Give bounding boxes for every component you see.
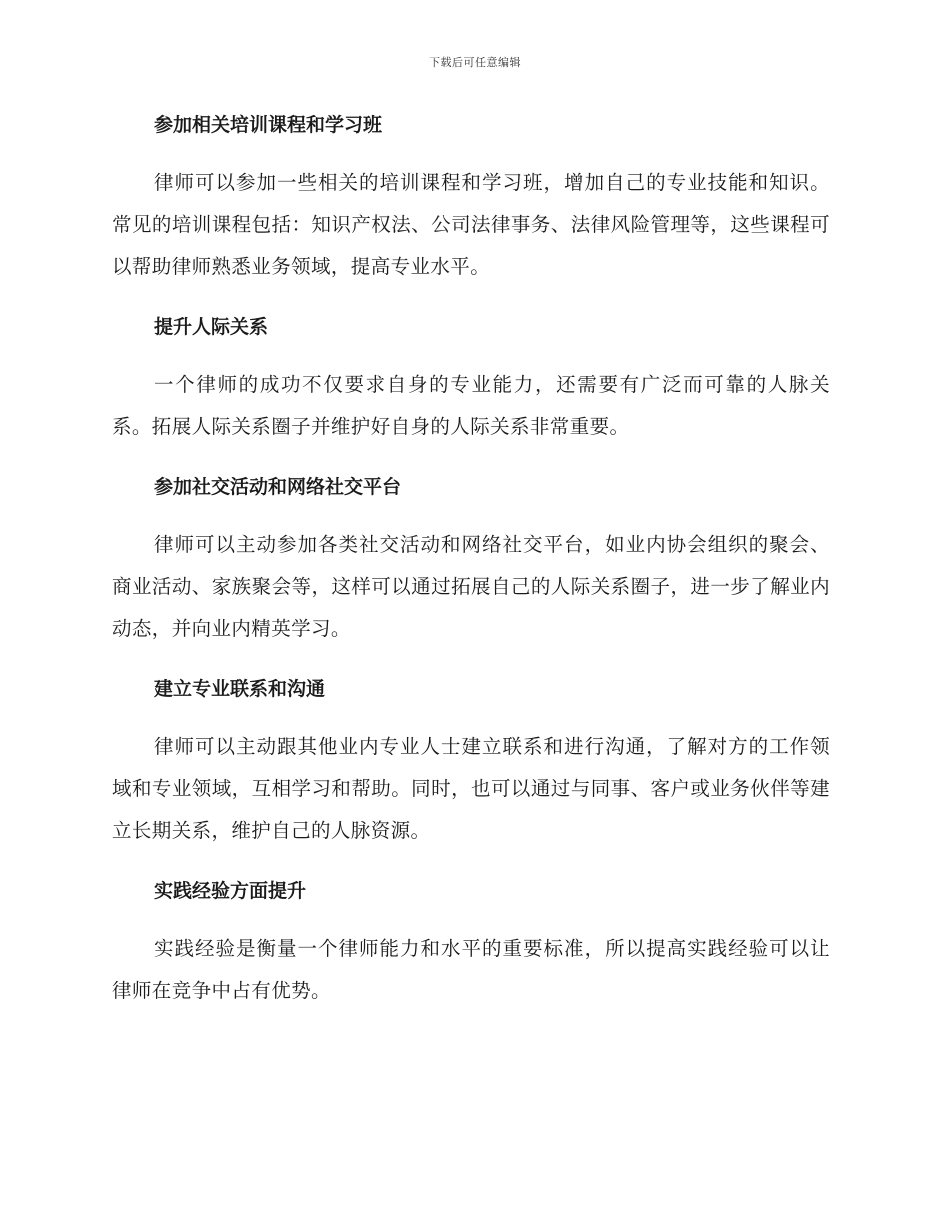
section-heading: 参加社交活动和网络社交平台 bbox=[154, 476, 402, 498]
section-professional-contacts bbox=[112, 675, 830, 852]
section-paragraph: 实践经验是衡量一个律师能力和水平的重要标准，所以提高实践经验可以让律师在竞争中占有优势。 bbox=[112, 937, 830, 1002]
section-practical-experience bbox=[112, 877, 830, 1012]
section-training bbox=[112, 111, 830, 288]
page-header: 下载后可任意编辑 bbox=[429, 56, 521, 69]
section-social-activities bbox=[112, 473, 830, 650]
section-paragraph: 律师可以主动跟其他业内专业人士建立联系和进行沟通，了解对方的工作领域和专业领域，互相学习和帮助。同时，也可以通过与同事、客户或业务伙伴等建立长期关系，维护自己的人脉资源。 bbox=[112, 735, 830, 842]
document-body bbox=[112, 111, 830, 1037]
section-heading: 建立专业联系和沟通 bbox=[154, 678, 326, 700]
section-paragraph: 律师可以主动参加各类社交活动和网络社交平台，如业内协会组织的聚会、商业活动、家族聚会等，这样可以通过拓展自己的人际关系圈子，进一步了解业内动态，并向业内精英学习。 bbox=[112, 533, 830, 640]
section-paragraph: 律师可以参加一些相关的培训课程和学习班，增加自己的专业技能和知识。常见的培训课程包括：知识产权法、公司法律事务、法律风险管理等，这些课程可以帮助律师熟悉业务领域，提高专业水平。 bbox=[112, 171, 830, 278]
section-heading: 实践经验方面提升 bbox=[154, 880, 307, 902]
section-paragraph: 一个律师的成功不仅要求自身的专业能力，还需要有广泛而可靠的人脉关系。拓展人际关系圈子并维护好自身的人际关系非常重要。 bbox=[112, 373, 830, 438]
section-heading: 参加相关培训课程和学习班 bbox=[154, 114, 383, 136]
section-heading: 提升人际关系 bbox=[154, 316, 269, 338]
section-relationships bbox=[112, 313, 830, 448]
